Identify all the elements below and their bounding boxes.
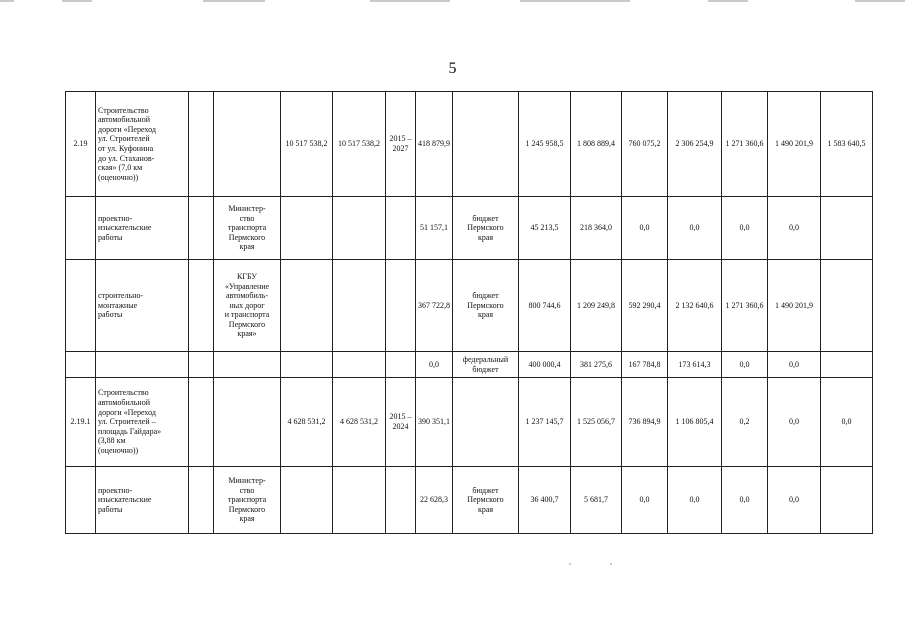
year-amount-3: 167 784,8 bbox=[622, 352, 668, 378]
year-amount-2: 1 525 056,7 bbox=[571, 378, 622, 467]
row-number: 2.19 bbox=[66, 92, 96, 197]
prior-financing: 390 351,1 bbox=[416, 378, 453, 467]
cost-limit bbox=[333, 197, 386, 260]
funding-source bbox=[453, 92, 519, 197]
year-amount-6: 0,0 bbox=[768, 352, 821, 378]
empty-cell bbox=[189, 352, 214, 378]
implementation-period: 2015 – 2027 bbox=[386, 92, 416, 197]
funding-source: федеральный бюджет bbox=[453, 352, 519, 378]
year-amount-3: 0,0 bbox=[622, 197, 668, 260]
estimated-cost: 4 628 531,2 bbox=[281, 378, 333, 467]
scan-artifact-line bbox=[708, 0, 748, 2]
estimated-cost bbox=[281, 197, 333, 260]
prior-financing: 0,0 bbox=[416, 352, 453, 378]
estimated-cost bbox=[281, 467, 333, 534]
prior-financing: 367 722,8 bbox=[416, 260, 453, 352]
scan-speck bbox=[569, 563, 571, 565]
funding-source bbox=[453, 378, 519, 467]
year-amount-1: 1 237 145,7 bbox=[519, 378, 571, 467]
year-amount-5: 0,0 bbox=[722, 197, 768, 260]
year-amount-7 bbox=[821, 352, 873, 378]
year-amount-6: 0,0 bbox=[768, 197, 821, 260]
responsible-executor bbox=[214, 378, 281, 467]
page-number: 5 bbox=[448, 60, 457, 77]
year-amount-2: 218 364,0 bbox=[571, 197, 622, 260]
object-name: Строительство автомобильной дороги «Переход ул. Строителей – площадь Гайдара» (3,88 км (оценочно)) bbox=[96, 378, 189, 467]
year-amount-7: 0,0 bbox=[821, 378, 873, 467]
empty-cell bbox=[189, 197, 214, 260]
year-amount-6: 1 490 201,9 bbox=[768, 92, 821, 197]
cost-limit bbox=[333, 352, 386, 378]
year-amount-1: 800 744,6 bbox=[519, 260, 571, 352]
estimated-cost bbox=[281, 352, 333, 378]
funding-source: бюджет Пермского края bbox=[453, 467, 519, 534]
year-amount-5: 1 271 360,6 bbox=[722, 92, 768, 197]
year-amount-3: 592 290,4 bbox=[622, 260, 668, 352]
year-amount-4: 2 132 640,6 bbox=[668, 260, 722, 352]
year-amount-5: 0,0 bbox=[722, 352, 768, 378]
year-amount-2: 5 681,7 bbox=[571, 467, 622, 534]
year-amount-4: 0,0 bbox=[668, 467, 722, 534]
implementation-period: 2015 – 2024 bbox=[386, 378, 416, 467]
row-number bbox=[66, 260, 96, 352]
year-amount-5: 0,2 bbox=[722, 378, 768, 467]
scan-artifact-line bbox=[203, 0, 265, 2]
row-number: 2.19.1 bbox=[66, 378, 96, 467]
year-amount-1: 45 213,5 bbox=[519, 197, 571, 260]
year-amount-4: 173 614,3 bbox=[668, 352, 722, 378]
year-amount-6: 0,0 bbox=[768, 467, 821, 534]
year-amount-6: 0,0 bbox=[768, 378, 821, 467]
table-row bbox=[66, 197, 873, 260]
row-number bbox=[66, 197, 96, 260]
year-amount-2: 1 209 249,8 bbox=[571, 260, 622, 352]
cost-limit: 4 628 531,2 bbox=[333, 378, 386, 467]
scan-artifact-line bbox=[62, 0, 92, 2]
scan-artifact-line bbox=[520, 0, 630, 2]
empty-cell bbox=[189, 260, 214, 352]
year-amount-1: 400 000,4 bbox=[519, 352, 571, 378]
cost-limit bbox=[333, 260, 386, 352]
table-row bbox=[66, 352, 873, 378]
cost-limit: 10 517 538,2 bbox=[333, 92, 386, 197]
year-amount-7 bbox=[821, 467, 873, 534]
year-amount-6: 1 490 201,9 bbox=[768, 260, 821, 352]
estimated-cost: 10 517 538,2 bbox=[281, 92, 333, 197]
scan-artifact-line bbox=[370, 0, 450, 2]
table-row bbox=[66, 467, 873, 534]
year-amount-7 bbox=[821, 260, 873, 352]
table-body bbox=[66, 92, 873, 534]
program-table bbox=[65, 91, 873, 534]
prior-financing: 418 879,9 bbox=[416, 92, 453, 197]
estimated-cost bbox=[281, 260, 333, 352]
year-amount-2: 1 808 889,4 bbox=[571, 92, 622, 197]
responsible-executor: КГБУ «Управление автомобиль- ных дорог и транспорта Пермского края» bbox=[214, 260, 281, 352]
object-name: проектно- изыскательские работы bbox=[96, 467, 189, 534]
year-amount-3: 0,0 bbox=[622, 467, 668, 534]
year-amount-2: 381 275,6 bbox=[571, 352, 622, 378]
object-name bbox=[96, 352, 189, 378]
cost-limit bbox=[333, 467, 386, 534]
year-amount-4: 1 106 805,4 bbox=[668, 378, 722, 467]
scan-artifact-line bbox=[0, 0, 14, 2]
table-row bbox=[66, 260, 873, 352]
object-name: Строительство автомобильной дороги «Переход ул. Строителей от ул. Куфонина до ул. Стаханов- ская» (7,0 км (оценочно)) bbox=[96, 92, 189, 197]
implementation-period bbox=[386, 260, 416, 352]
row-number bbox=[66, 467, 96, 534]
year-amount-3: 760 075,2 bbox=[622, 92, 668, 197]
responsible-executor bbox=[214, 92, 281, 197]
scan-speck bbox=[610, 563, 612, 565]
year-amount-3: 736 894,9 bbox=[622, 378, 668, 467]
row-number bbox=[66, 352, 96, 378]
year-amount-1: 1 245 958,5 bbox=[519, 92, 571, 197]
year-amount-7 bbox=[821, 197, 873, 260]
prior-financing: 51 157,1 bbox=[416, 197, 453, 260]
responsible-executor: Министер- ство транспорта Пермского края bbox=[214, 467, 281, 534]
object-name: проектно- изыскательские работы bbox=[96, 197, 189, 260]
responsible-executor: Министер- ство транспорта Пермского края bbox=[214, 197, 281, 260]
funding-source: бюджет Пермского края bbox=[453, 260, 519, 352]
funding-source: бюджет Пермского края bbox=[453, 197, 519, 260]
responsible-executor bbox=[214, 352, 281, 378]
implementation-period bbox=[386, 197, 416, 260]
empty-cell bbox=[189, 92, 214, 197]
empty-cell bbox=[189, 378, 214, 467]
year-amount-5: 1 271 360,6 bbox=[722, 260, 768, 352]
year-amount-5: 0,0 bbox=[722, 467, 768, 534]
implementation-period bbox=[386, 352, 416, 378]
table-row bbox=[66, 378, 873, 467]
year-amount-4: 2 306 254,9 bbox=[668, 92, 722, 197]
year-amount-7: 1 583 640,5 bbox=[821, 92, 873, 197]
empty-cell bbox=[189, 467, 214, 534]
scan-artifact-line bbox=[855, 0, 905, 2]
year-amount-4: 0,0 bbox=[668, 197, 722, 260]
year-amount-1: 36 400,7 bbox=[519, 467, 571, 534]
object-name: строительно- монтажные работы bbox=[96, 260, 189, 352]
implementation-period bbox=[386, 467, 416, 534]
prior-financing: 22 628,3 bbox=[416, 467, 453, 534]
table-row bbox=[66, 92, 873, 197]
